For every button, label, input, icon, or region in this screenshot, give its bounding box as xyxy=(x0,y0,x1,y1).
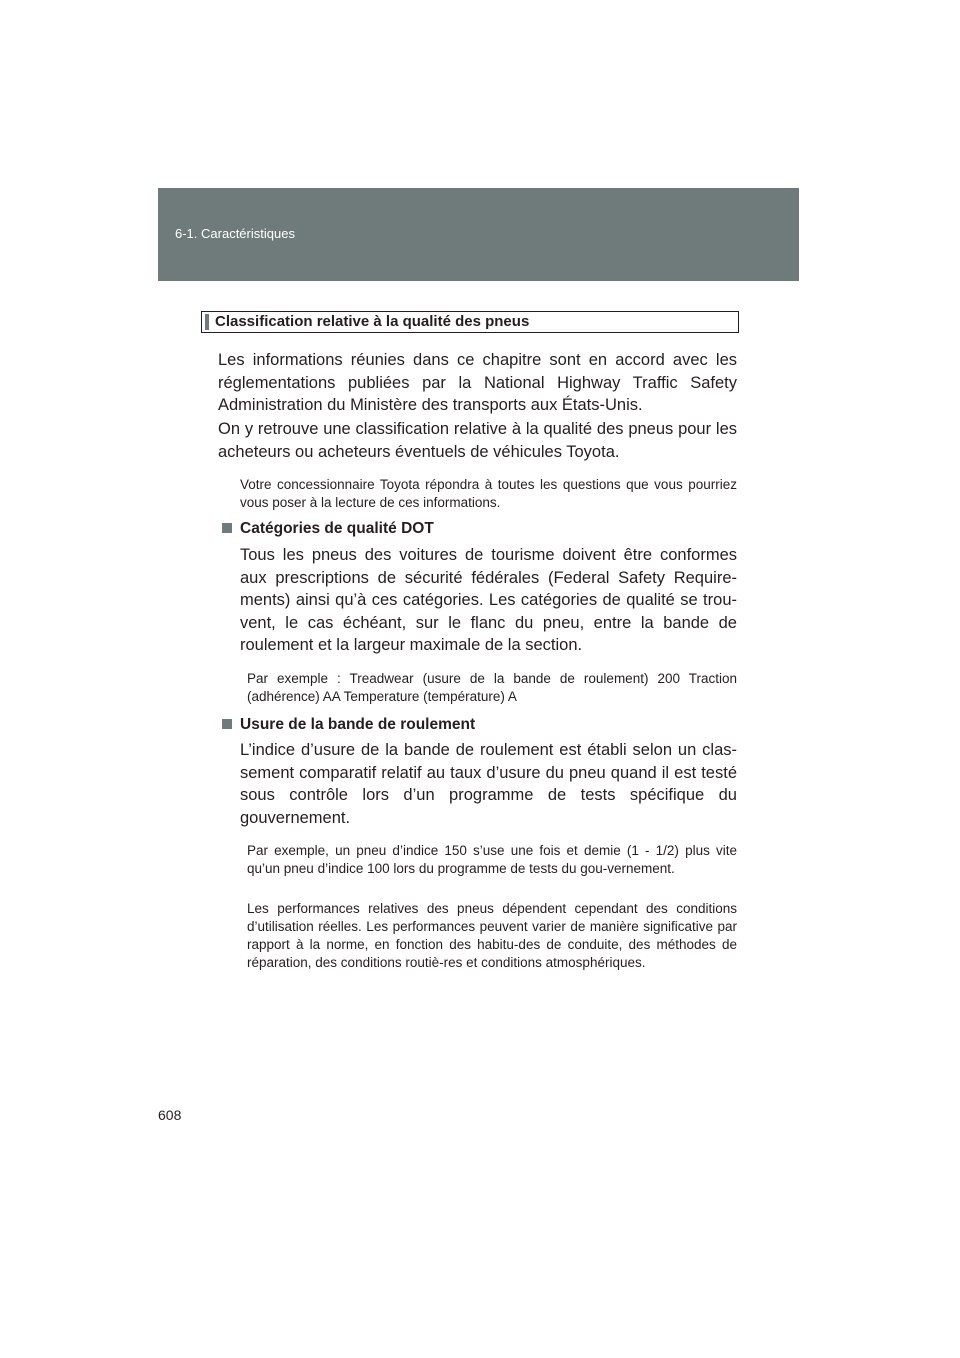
section-title: Classification relative à la qualité des pneus xyxy=(215,313,530,330)
treadwear-note-2: Les performances relatives des pneus dépendent cependant des conditions d’utilisation réelles. Les performances peuvent varier de manière significative par rapport à la norme, en fonction des habitu-des de conduite, des méthodes de réparation, des conditions routiè-res et conditions atmosphériques. xyxy=(247,901,737,970)
intro-note: Votre concessionnaire Toyota répondra à toutes les questions que vous pourriez vous poser à la lecture de ces informations. xyxy=(240,477,737,510)
square-bullet-icon xyxy=(222,719,232,729)
dot-note: Par exemple : Treadwear (usure de la bande de roulement) 200 Traction (adhérence) AA Temperature (température) A xyxy=(247,671,737,704)
dot-heading-text: Catégories de qualité DOT xyxy=(240,520,434,537)
header-band xyxy=(158,188,799,281)
treadwear-heading-text: Usure de la bande de roulement xyxy=(240,716,476,733)
treadwear-note-1: Par exemple, un pneu d’indice 150 s’use une fois et demie (1 - 1/2) plus vite qu’un pneu d’indice 100 lors du programme de tests du gou-vernement. xyxy=(247,843,737,876)
treadwear-paragraph: L’indice d’usure de la bande de roulement est établi selon un clas-sement comparatif relatif au taux d’usure du pneu quand il est testé sous contrôle lors d’un programme de tests spécifique du gouvernement. xyxy=(240,741,737,827)
section-title-box xyxy=(201,311,739,333)
intro-paragraph-1: Les informations réunies dans ce chapitre sont en accord avec les réglementations publiées par la National Highway Traffic Safety Administration du Ministère des transports aux États-Unis. xyxy=(218,351,737,414)
dot-paragraph: Tous les pneus des voitures de tourisme doivent être conformes aux prescriptions de sécurité fédérales (Federal Safety Require-ments) ainsi qu’à ces catégories. Les catégories de qualité se trou-vent, le cas échéant, sur le flanc du pneu, entre la bande de roulement et la largeur maximale de la section. xyxy=(240,546,737,654)
title-accent-bar xyxy=(205,314,209,330)
treadwear-heading xyxy=(222,715,475,735)
square-bullet-icon xyxy=(222,523,232,533)
dot-heading xyxy=(222,519,434,539)
page-number: 608 xyxy=(158,1107,182,1123)
intro-paragraph-2: On y retrouve une classification relative à la qualité des pneus pour les acheteurs ou acheteurs éventuels de véhicules Toyota. xyxy=(218,420,737,461)
section-label: 6-1. Caractéristiques xyxy=(175,226,295,241)
